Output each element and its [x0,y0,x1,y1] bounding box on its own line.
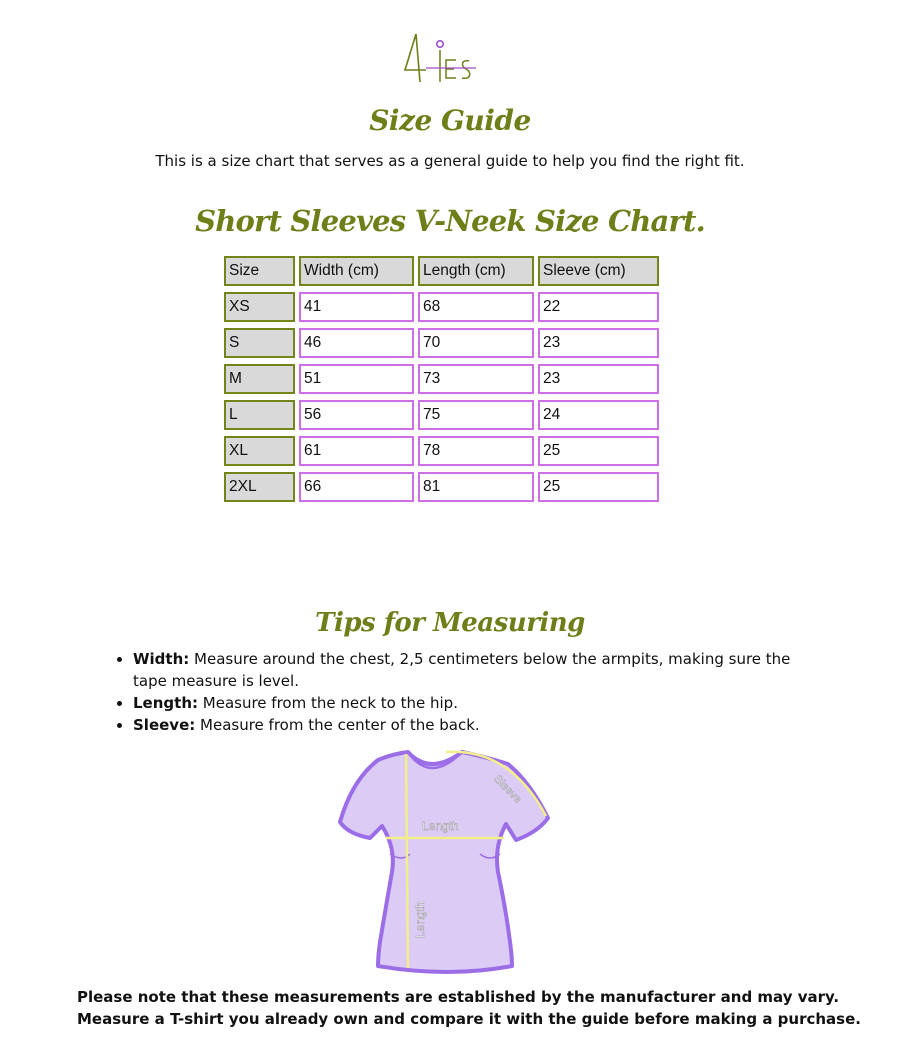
sleeve-measure-label: Sleeve [491,773,524,806]
table-row [224,436,659,466]
size-cell: XL [224,436,295,466]
list-item [133,648,813,692]
width-cell: 51 [299,364,414,394]
tips-title: Tips for Measuring [315,608,585,638]
table-header-row [224,256,659,286]
tshirt-illustration [330,742,560,982]
tip-term: Width: [133,650,190,668]
size-cell: M [224,364,295,394]
length-cell: 78 [418,436,534,466]
length-measure-label: Length [413,901,427,938]
length-cell: 81 [418,472,534,502]
sleeve-cell: 24 [538,400,659,430]
header-cell: Sleeve (cm) [538,256,659,286]
length-cell: 68 [418,292,534,322]
chart-title: Short Sleeves V-Neek Size Chart. [195,204,705,238]
intro-text: This is a size chart that serves as a general guide to help you find the right fit. [155,152,745,170]
size-cell: L [224,400,295,430]
note-line-1: Please note that these measurements are established by the manufacturer and may vary. [77,988,840,1006]
tip-text: Measure around the chest, 2,5 centimeters below the armpits, making sure the tape measure is level. [133,650,791,690]
table-row [224,400,659,430]
size-cell: XS [224,292,295,322]
width-cell: 66 [299,472,414,502]
table-row [224,472,659,502]
table-row [224,292,659,322]
width-cell: 56 [299,400,414,430]
header-cell: Length (cm) [418,256,534,286]
tip-text: Measure from the center of the back. [195,716,480,734]
width-cell: 61 [299,436,414,466]
size-cell: S [224,328,295,358]
size-cell: 2XL [224,472,295,502]
sleeve-cell: 25 [538,472,659,502]
length-cell: 75 [418,400,534,430]
width-cell: 41 [299,292,414,322]
width-cell: 46 [299,328,414,358]
header-cell: Width (cm) [299,256,414,286]
tip-text: Measure from the neck to the hip. [198,694,458,712]
width-measure-label: Length [422,819,459,833]
table-row [224,364,659,394]
sleeve-cell: 23 [538,328,659,358]
list-item [133,692,813,714]
tshirt-body [340,752,548,972]
sleeve-cell: 25 [538,436,659,466]
tip-term: Sleeve: [133,716,196,734]
brand-logo [396,30,486,86]
tips-list [113,648,813,736]
tip-term: Length: [133,694,198,712]
size-table [220,250,663,508]
sleeve-cell: 22 [538,292,659,322]
page-title: Size Guide [369,104,531,137]
length-cell: 70 [418,328,534,358]
length-cell: 73 [418,364,534,394]
header-cell: Size [224,256,295,286]
note-line-2: Measure a T-shirt you already own and compare it with the guide before making a purchase. [77,1010,861,1028]
list-item [133,714,813,736]
table-row [224,328,659,358]
disclaimer-note [77,986,877,1030]
sleeve-cell: 23 [538,364,659,394]
